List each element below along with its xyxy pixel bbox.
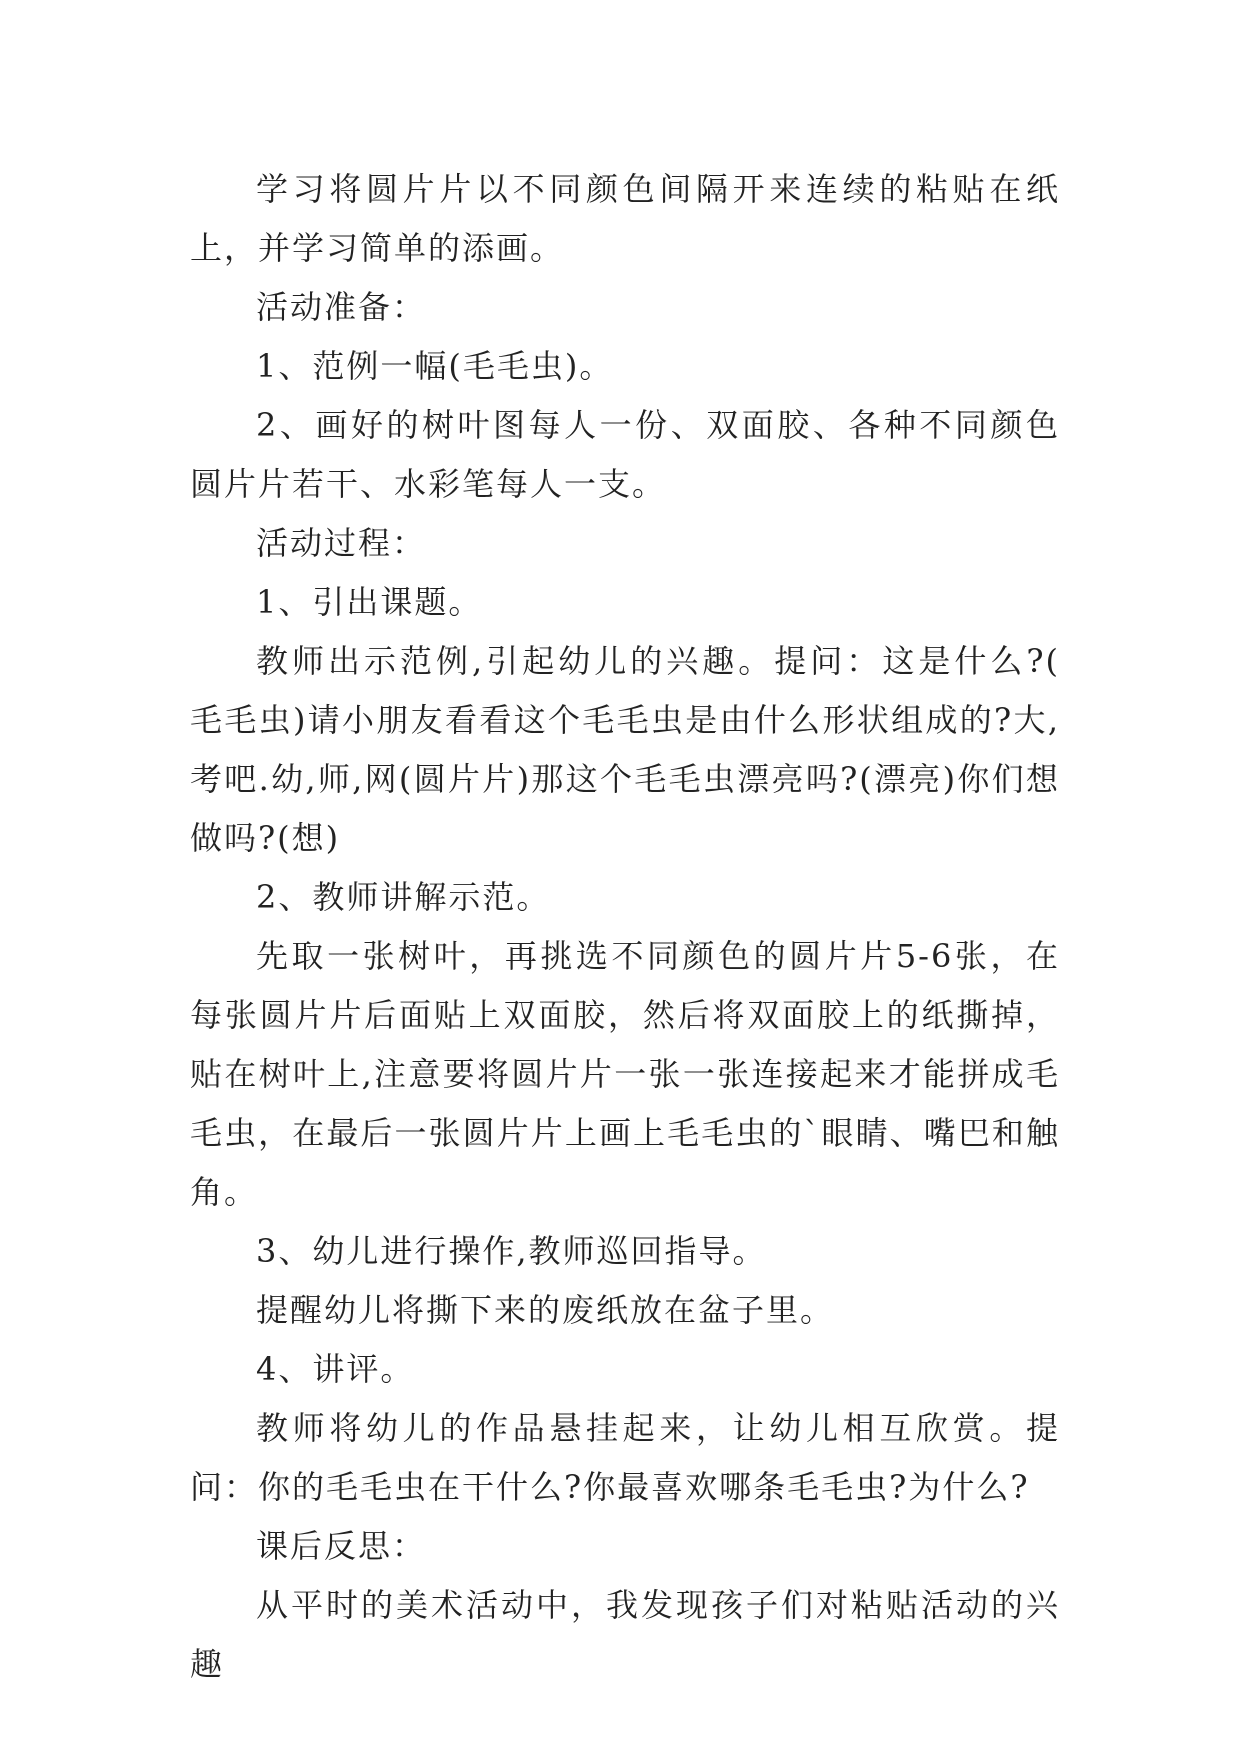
heading-process: 活动过程： bbox=[256, 524, 427, 562]
paragraph-reflection: 从平时的美术活动中，我发现孩子们对粘贴活动的兴趣 bbox=[190, 1586, 1060, 1683]
heading-preparation: 活动准备： bbox=[256, 288, 427, 326]
process-step-2: 2、教师讲解示范。 bbox=[256, 878, 551, 916]
process-step-4: 4、讲评。 bbox=[256, 1350, 415, 1388]
process-step-3: 3、幼儿进行操作,教师巡回指导。 bbox=[256, 1232, 767, 1270]
paragraph-introduction: 教师出示范例,引起幼儿的兴趣。提问：这是什么?( 毛毛虫)请小朋友看看这个毛毛虫是由什么形状组成的?大,考吧.幼,师,网(圆片片)那这个毛毛虫漂亮吗?(漂亮)你们想做吗?(想) bbox=[190, 642, 1060, 857]
paragraph-review: 教师将幼儿的作品悬挂起来，让幼儿相互欣赏。提问：你的毛毛虫在干什么?你最喜欢哪条毛毛虫?为什么? bbox=[190, 1409, 1060, 1506]
heading-reflection: 课后反思： bbox=[256, 1527, 427, 1565]
document-body bbox=[190, 160, 1060, 1694]
paragraph-objective: 学习将圆片片以不同颜色间隔开来连续的粘贴在纸上，并学习简单的添画。 bbox=[190, 170, 1060, 267]
preparation-item-2: 2、画好的树叶图每人一份、双面胶、各种不同颜色圆片片若干、水彩笔每人一支。 bbox=[190, 406, 1060, 503]
paragraph-demonstration: 先取一张树叶，再挑选不同颜色的圆片片5-6张，在每张圆片片后面贴上双面胶，然后将双面胶上的纸撕掉，贴在树叶上,注意要将圆片片一张一张连接起来才能拼成毛毛虫，在最后一张圆片片上画上毛毛虫的`眼睛、嘴巴和触角。 bbox=[190, 937, 1060, 1211]
preparation-item-1: 1、范例一幅(毛毛虫)。 bbox=[256, 347, 614, 385]
paragraph-reminder: 提醒幼儿将撕下来的废纸放在盆子里。 bbox=[256, 1291, 835, 1329]
process-step-1: 1、引出课题。 bbox=[256, 583, 483, 621]
